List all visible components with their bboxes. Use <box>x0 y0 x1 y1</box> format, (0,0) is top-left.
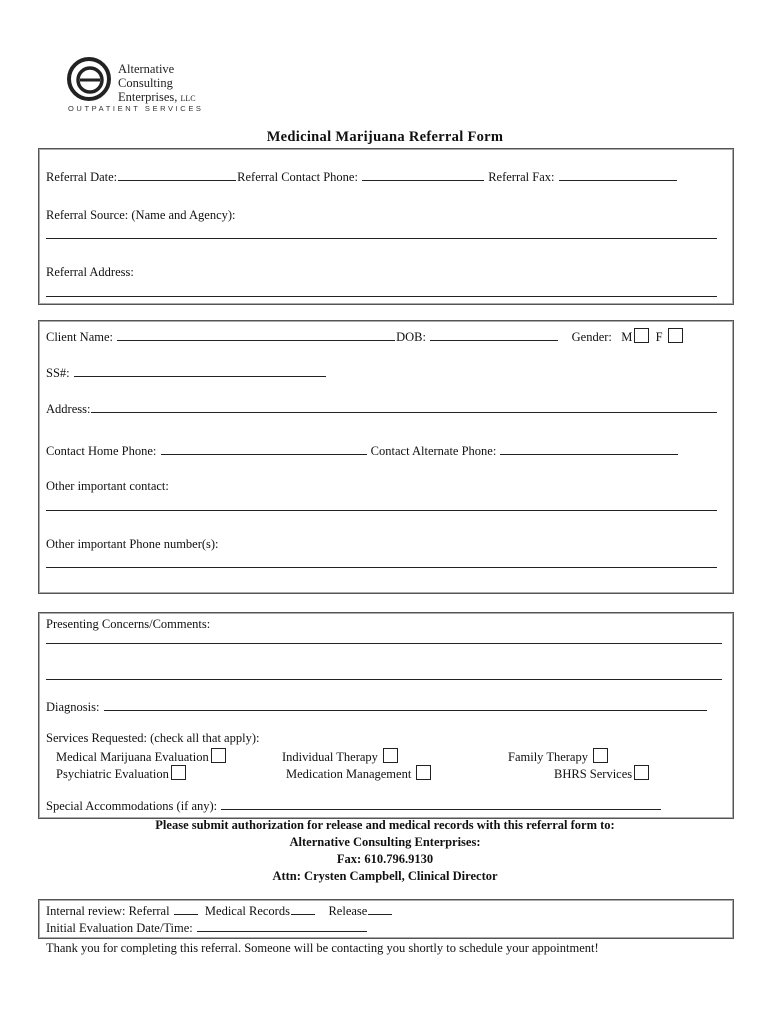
gender-m-checkbox[interactable] <box>634 328 649 343</box>
concerns-field-2[interactable] <box>46 679 722 680</box>
logo-subtitle: OUTPATIENT SERVICES <box>68 104 204 113</box>
internal-medical-records-field[interactable] <box>291 914 315 915</box>
company-logo <box>66 56 216 118</box>
referral-date-label: Referral Date: <box>46 170 118 184</box>
internal-medical-records-label: Medical Records <box>204 904 290 918</box>
concerns-field-1[interactable] <box>46 643 722 644</box>
client-name-label: Client Name: <box>46 330 113 344</box>
referral-address-label: Referral Address: <box>46 265 134 279</box>
diagnosis-row <box>46 700 708 715</box>
gender-label: Gender: <box>571 330 612 344</box>
logo-name: Alternative Consulting Enterprises, LLC <box>118 62 196 104</box>
client-row-1 <box>46 328 683 345</box>
internal-referral-label: Internal review: Referral <box>46 904 170 918</box>
internal-release-field[interactable] <box>368 914 392 915</box>
special-row <box>46 799 662 814</box>
referral-contact-phone-label: Referral Contact Phone: <box>237 170 358 184</box>
service-individual-therapy-label: Individual Therapy <box>282 750 378 764</box>
home-phone-label: Contact Home Phone: <box>46 444 157 458</box>
service-psychiatric <box>56 765 186 782</box>
form-title: Medicinal Marijuana Referral Form <box>266 129 504 145</box>
concerns-label: Presenting Concerns/Comments: <box>46 617 211 631</box>
internal-row-1 <box>46 904 393 919</box>
thank-you-message: Thank you for completing this referral. Someone will be contacting you shortly to schedule your appointment! <box>46 941 599 955</box>
phone-row <box>46 444 679 459</box>
internal-row-2 <box>46 921 368 936</box>
service-medical-marijuana <box>56 748 226 765</box>
service-medication-management <box>286 765 431 782</box>
diagnosis-label: Diagnosis: <box>46 700 100 714</box>
service-family-therapy <box>508 748 608 765</box>
referral-source-label: Referral Source: (Name and Agency): <box>46 208 236 222</box>
gender-f-checkbox[interactable] <box>668 328 683 343</box>
initial-eval-field[interactable] <box>197 931 367 932</box>
service-medication-management-checkbox[interactable] <box>416 765 431 780</box>
client-address-row <box>46 402 718 417</box>
other-contact-field[interactable] <box>46 510 717 511</box>
alt-phone-label: Contact Alternate Phone: <box>370 444 497 458</box>
other-phone-label: Other important Phone number(s): <box>46 537 219 551</box>
referral-address-field[interactable] <box>46 296 717 297</box>
initial-eval-label: Initial Evaluation Date/Time: <box>46 921 193 935</box>
service-bhrs <box>554 765 649 782</box>
referral-row-1 <box>46 170 678 185</box>
ss-field[interactable] <box>74 376 326 377</box>
ss-row <box>46 366 327 381</box>
service-bhrs-label: BHRS Services <box>554 767 633 781</box>
service-psychiatric-label: Psychiatric Evaluation <box>56 767 169 781</box>
referral-fax-field[interactable] <box>559 180 677 181</box>
gender-f-label: F <box>655 330 663 344</box>
home-phone-field[interactable] <box>161 454 367 455</box>
ss-label: SS#: <box>46 366 70 380</box>
referral-contact-phone-field[interactable] <box>362 180 484 181</box>
logo-e-icon <box>66 56 112 102</box>
gender-m-label: M <box>621 330 633 344</box>
submit-line-3: Fax: 610.796.9130 <box>336 852 434 866</box>
service-individual-therapy <box>282 748 398 765</box>
alt-phone-field[interactable] <box>500 454 678 455</box>
service-individual-therapy-checkbox[interactable] <box>383 748 398 763</box>
internal-referral-field[interactable] <box>174 914 198 915</box>
client-address-field[interactable] <box>91 412 717 413</box>
service-medication-management-label: Medication Management <box>286 767 412 781</box>
service-medical-marijuana-label: Medical Marijuana Evaluation <box>56 750 209 764</box>
referral-fax-label: Referral Fax: <box>488 170 555 184</box>
service-family-therapy-checkbox[interactable] <box>593 748 608 763</box>
internal-release-label: Release <box>328 904 368 918</box>
services-label: Services Requested: (check all that apply): <box>46 731 260 745</box>
other-phone-field[interactable] <box>46 567 717 568</box>
referral-date-field[interactable] <box>118 180 236 181</box>
client-name-field[interactable] <box>117 340 395 341</box>
submit-line-1: Please submit authorization for release and medical records with this referral form to: <box>155 818 615 832</box>
service-bhrs-checkbox[interactable] <box>634 765 649 780</box>
dob-label: DOB: <box>396 330 426 344</box>
special-field[interactable] <box>221 809 661 810</box>
dob-field[interactable] <box>430 340 558 341</box>
referral-source-field[interactable] <box>46 238 717 239</box>
submit-line-2: Alternative Consulting Enterprises: <box>289 835 481 849</box>
special-label: Special Accommodations (if any): <box>46 799 218 813</box>
service-medical-marijuana-checkbox[interactable] <box>211 748 226 763</box>
service-psychiatric-checkbox[interactable] <box>171 765 186 780</box>
service-family-therapy-label: Family Therapy <box>508 750 588 764</box>
client-address-label: Address: <box>46 402 91 416</box>
other-contact-label: Other important contact: <box>46 479 169 493</box>
diagnosis-field[interactable] <box>104 710 707 711</box>
submit-line-4: Attn: Crysten Campbell, Clinical Director <box>272 869 498 883</box>
